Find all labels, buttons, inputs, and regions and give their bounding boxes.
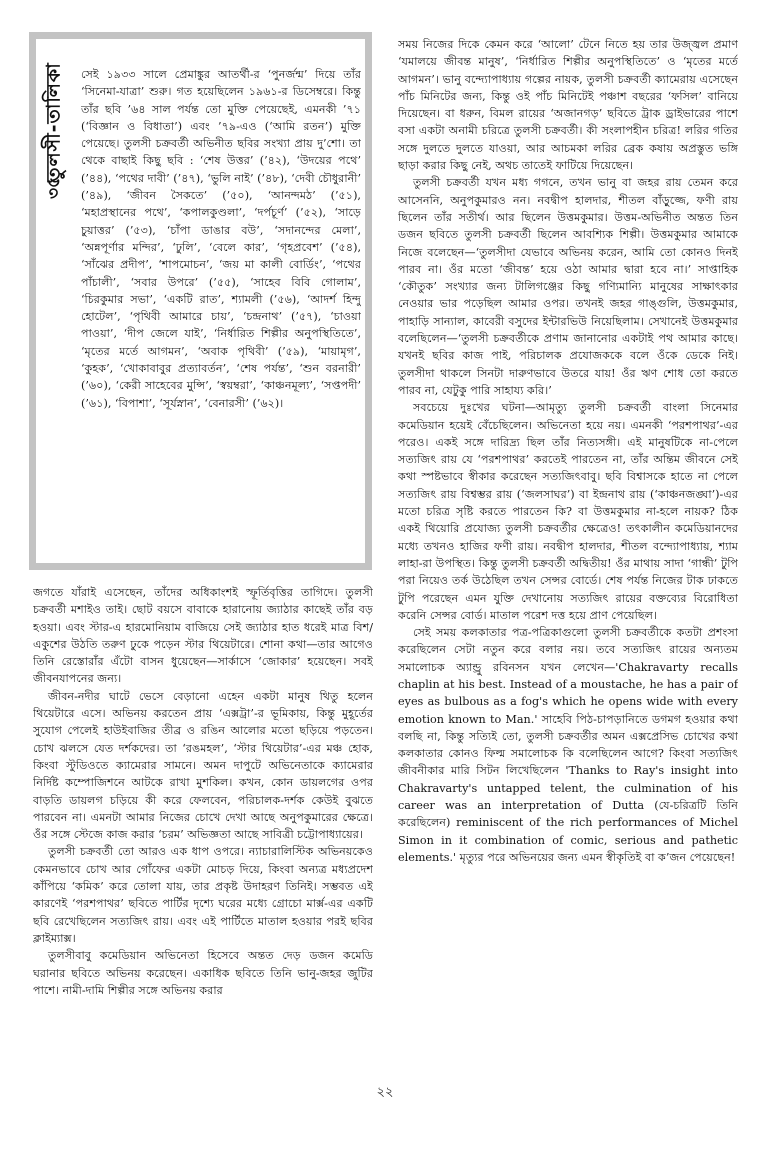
article-left-column xyxy=(33,584,373,1068)
paragraph: তুলসীবাবু কমেডিয়ান অভিনেতা হিসেবে অন্তত দেড় ডজন কমেডি ঘরানার ছবিতে অভিনয় করেছেন। একাধিক ছবিতে তিনি ভানু-জহর জুটির পাশে। নামী-দামি শিল্পীর সঙ্গে অভিনয় করার xyxy=(33,949,373,997)
paragraph: তুলসী চক্রবর্তী যখন মধ্য গগনে, তখন ভানু বা জহর রায় তেমন করে আসেননি, অনুপকুমারও নন। নবদ্বীপ হালদার, শীতল বাঁড়ুজ্জে, ফণী রায় ছিলেন তাঁর সতীর্থ। আর ছিলেন উত্তমকুমার। উত্তম-অভিনীত অন্তত তিন ডজন ছবিতে তুলসী চক্রবর্তী ছিলেন আবশ্যিক শিল্পী। উত্তমকুমার আমাকে নিজে বলেছেন—‘তুলসীদা যেভাবে অভিনয় করেন, আমি তো কোনও দিনই পারব না। ওঁর মতো ‘জীবন্ত’ হয়ে ওঠা আমার দ্বারা হবে না।’ সাপ্তাহিক ‘কৌতুক’ সংখ্যার জন্য টালিগঞ্জের কিছু গণ্যিমান্যি মানুষের সাক্ষাৎকার নেওয়ার ভার পড়েছিল আমার ওপর। তখনই জহর গাঙ্গুলি, উত্তমকুমার, পাহাড়ি সান্যাল, কাবেরী বসুদের ইন্টারভিউ নিয়েছিলাম। সেখানেই উত্তমকুমার বলেছিলেন—‘তুলসী চক্রবর্তীকে প্রণাম জানানোর একটাই পথ আমার কাছে। যখনই ছবির কাজ পাই, পরিচালক প্রযোজককে বলে ওঁকে ডেকে নিই। তুলসীদা থাকলে সিনটা দারুণভাবে উতরে যায়! ওঁর ঋণ শোধ তো করতে পারব না, যেটুকু পারি সাহায্য করি।’ xyxy=(398,176,738,397)
paragraph: সময় নিজের দিকে কেমন করে ‘আলো’ টেনে নিতে হয় তার উজ্জ্বল প্রমাণ ‘যমালয়ে জীবন্ত মানুষ’, ‘নির্ধারিত শিল্পীর অনুপস্থিতিতে’ ও ‘মৃতের মর্তে আগমন’। ভানু বন্দ্যোপাধ্যায় গল্পের নায়ক, তুলসী চক্রবর্তী ক্যামেরায় এসেছেন পাঁচ মিনিটের জন্য, কিন্তু ওই পাঁচ মিনিটেই পঞ্চাশ বছরের ‘ফসিল’ বানিয়ে দিয়েছেন। বা ধরুন, বিমল রায়ের ‘অজানগড়’ ছবিতে ট্রাক ড্রাইভারের পাশে বসা একটা অনামী চরিত্রে তুলসী চক্রবর্তী। কী সংলাপহীন চরিত্র! লরির গতির সঙ্গে দুলতে দুলতে যাওয়া, আর আচমকা লরির ব্রেক কষায় অপ্রস্তুত ভঙ্গি ছাড়া করার কিছু নেই, অথচ তাতেই ফাটিয়ে দিয়েছেন। xyxy=(398,38,738,173)
filmography-number: ৩৫ xyxy=(44,176,64,200)
filmography-text: সেই ১৯৩৩ সালে প্রেমাঙ্কুর আতর্থী-র ‘পুনর্জন্ম’ দিয়ে তাঁর ‘সিনেমা-যাত্রা’ শুরু। গত হয়েছিলেন ১৯৬১-র ডিসেম্বরে। কিন্তু তাঁর ছবি ’৬৪ সাল পর্যন্ত তো মুক্তি পেয়েছেই, এমনকী ’৭১ (‘বিজ্ঞান ও বিধাতা’) এবং ’৭৯-এও (‘আমি রতন’) মুক্তি পেয়েছে। তুলসী চক্রবর্তী অভিনীত ছবির সংখ্যা প্রায় দু’শো। তা থেকে বাছাই কিছু ছবি : ‘শেষ উত্তর’ (’৪২), ‘উদয়ের পথে’ (’৪৪), ‘পথের দাবী’ (’৪৭), ‘ভুলি নাই’ (’৪৮), ‘দেবী চৌধুরানী’ (’৪৯), ‘জীবন সৈকতে’ (’৫০), ‘আনন্দমঠ’ (’৫১), ‘মহাপ্রস্থানের পথে’, ‘কপালকুণ্ডলা’, ‘দর্পচূর্ণ’ (’৫২), ‘সাড়ে চুয়াত্তর’ (’৫৩), ‘চাঁপা ডাঙার বউ’, ‘সদানন্দের মেলা’, ‘অন্নপূর্ণার মন্দির’, ‘ঢুলি’, ‘বেলে কার’, ‘গৃহপ্রবেশ’ (’৫৪), ‘সাঁঝের প্রদীপ’, ‘শাপমোচন’, ‘জয় মা কালী বোর্ডিং’, ‘পথের পাঁচালী’, ‘সবার উপরে’ (’৫৫), ‘সাহেব বিবি গোলাম’, ‘চিরকুমার সভা’, ‘একটি রাত’, শ্যামলী (’৫৬), ‘আদর্শ হিন্দু হোটেল’, ‘পৃথিবী আমারে চায়’, ‘চন্দ্রনাথ’ (’৫৭), ‘চাওয়া পাওয়া’, ‘দীপ জেলে যাই’, ‘নির্ধারিত শিল্পীর অনুপস্থিতিতে’, ‘মৃতের মর্তে আগমন’, ‘অবাক পৃথিবী’ (’৫৯), ‘মায়ামৃগ’, ‘কুহক’, ‘খোকাবাবুর প্রত্যাবর্তন’, ‘শেষ পর্যন্ত’, ‘শুন বরনারী’ (’৬০), ‘কেরী সাহেবের মুন্সি’, ‘স্বয়ম্বরা’, ‘কাঞ্চনমূল্য’, ‘সপ্তপদী’ (’৬১), ‘বিপাশা’, ‘সূর্যস্নান’, ‘বেনারসী’ (’৬২)। xyxy=(81,68,361,410)
paragraph: তুলসী চক্রবর্তী তো আরও এক ধাপ ওপরে। ন্যাচারালিস্টিক অভিনয়কেও কেমনভাবে চোখ আর গোঁফের একটা মোচড় দিয়ে, কিংবা অন্যত্র মধ্যপ্রদেশ কাঁপিয়ে ‘কমিক’ করে তোলা যায়, তার প্রকৃষ্ট উদাহরণ তিনিই। সম্ভবত এই কারণেই ‘পরশপাথর’ ছবিতে পার্টির দৃশ্যে ঘরের মধ্যে গ্রোচো মার্ক্স-এর একটি ছবি রেখেছিলেন সত্যজিৎ রায়। এবং এই পার্টিতে মাতাল হওয়ার পরই ছবির ক্লাইম্যাক্স। xyxy=(33,845,373,945)
paragraph: সেই সময় কলকাতার পত্র-পত্রিকাগুলো তুলসী চক্রবর্তীকে কতটা প্রশংসা করেছিলেন সেটা নতুন করে বলার নয়। তবে সত্যজিৎ রায়ের অন্যতম সমালোচক অ্যান্ড্রু রবিনসন যখন লেখেন—'Chakravarty recalls chaplin at his best. Instead of a moustache, he has a pair of eyes as bulbous as a fog's which he opens wide with every emotion known to Man.' সাহেবি পিঠ-চাপড়ানিতে ডগমগ হওয়ার কথা বলছি না, কিন্তু সত্যিই তো, তুলসী চক্রবর্তীর অমন এক্সপ্রেসিভ চোখের কথা কলকাতার কোনও ফিল্ম সমালোচক কি বলেছিলেন আগে? কিংবা সত্যজিৎ জীবনীকার মারি সিটন লিখেছিলেন 'Thanks to Ray's insight into Chakravarty's untapped telent, the culmination of his career was an interpretation of Dutta (যে-চরিত্রটি তিনি করেছিলেন) reminiscent of the rich performances of Michel Simon in it combination of comic, serious and pathetic elements.' মৃত্যুর পরে অভিনয়ের জন্য এমন স্বীকৃতিই বা ক’জন পেয়েছেন! xyxy=(398,626,738,864)
paragraph: জগতে যাঁরাই এসেছেন, তাঁদের অধিকাংশই স্ফূর্তিবৃত্তির তাগিদে। তুলসী চক্রবর্তী মশাইও তাই। ছোট বয়সে বাবাকে হারানোয় জ্যাঠার কাছেই তাঁর বড় হওয়া। এবং স্টার-এ হারমোনিয়াম বাজিয়ে সেই জ্যাঠার হাত ধরেই মাত্র বিশ/একুশের উঠতি তরুণ ঢুকে পড়েন স্টার থিয়েটারে। শোনা কথা—তার আগেও তিনি রেস্তোরাঁর এঁটো বাসন ধুয়েছেন—সার্কাসে ‘জোকার’ হয়েছেন। সবই জীবনযাপনের জন্য। xyxy=(33,586,373,686)
page-number: ২২ xyxy=(376,1085,394,1100)
filmography-title: তুলসী-তালিকা xyxy=(43,62,66,182)
paragraph: জীবন-নদীর ঘাটে ভেসে বেড়ানো এহেন একটা মানুষ থিতু হলেন থিয়েটারে এসে। অভিনয় করতেন প্রায় ‘এক্সট্রা’-র ভূমিকায়, কিন্তু মুহূর্তের সুযোগ পেলেই হাউইবাজির তীব্র ও রঙিন আলোর মতো ছড়িয়ে পড়তেন। চোখ ঝলসে যেত দর্শকদের। তা ‘রঙমহল’, ‘স্টার থিয়েটার’-এর মঞ্চ হোক, কিংবা স্টুডিওতে ক্যামেরার সামনে। অমন দাপুটে অভিনেতাকে ক্যামেরার নির্দিষ্ট কম্পোজিশনে আটকে রাখা মুশকিল। কখন, কোন ডায়লগের ওপর বাড়তি ডায়লগ চড়িয়ে কী করে ফেলবেন, পরিচালক-দর্শক কেউই বুঝতে পারবেন না। এমনটা আমার নিজের চোখে দেখা আছে অনুপকুমারের ক্ষেত্রে। ওঁর সঙ্গে স্টেজে কাজ করার ‘চরম’ অভিজ্ঞতা আছে সাবিত্রী চট্টোপাধ্যায়ের। xyxy=(33,689,373,842)
paragraph: সবচেয়ে দুঃখের ঘটনা—আমৃত্যু তুলসী চক্রবর্তী বাংলা সিনেমার কমেডিয়ান হয়েই বেঁচেছিলেন। অভিনেতা হয়ে নয়। এমনকী ‘পরশপাথর’-এর পরেও। একই সঙ্গে দারিদ্র্য ছিল তাঁর নিত্যসঙ্গী। এই মানুষটিকে না-পেলে সত্যজিৎ রায় যে ‘পরশপাথর’ করতেই পারতেন না, তাঁর অন্তিম জীবনে সেই কথা স্পষ্টভাবে স্বীকার করেছেন সত্যজিৎবাবু। ছবি বিশ্বাসকে হাতে না পেলে সত্যজিৎ রায় বিশ্বম্ভর রায় (‘জলসাঘর’) বা ইন্দ্রনাথ রায় (‘কাঞ্চনজঙ্ঘা’)-এর মতো চরিত্র সৃষ্টি করতে পারতেন কি? বা উত্তমকুমার না-হলে নায়ক? ঠিক একই থিয়োরি প্রযোজ্য তুলসী চক্রবর্তীর ক্ষেত্রেও! তৎকালীন কমেডিয়ানদের মধ্যে তখনও হাজির ফণী রায়। নবদ্বীপ হালদার, শীতল বন্দ্যোপাধ্যায়, শ্যাম লাহা-রা উপস্থিত। কিন্তু তুলসী চক্রবর্তী অদ্বিতীয়! ওঁর মাথায় সাদা ‘গান্ধী’ টুপি পরা নিয়েও তর্ক উঠেছিল তখন সেন্সর বোর্ডে। শেষ পর্যন্ত নিজের টাক ঢাকতে টুপি পরেছেন এমন যুক্তি দেখানোয় সত্যজিৎ রায়ের বক্তব্যের বিরোধিতা করেনি সেন্সর বোর্ড। মাতাল পরেশ দত্ত হয়ে প্রাণ পেয়েছিল। xyxy=(398,401,738,622)
article-right-column xyxy=(398,36,738,1066)
